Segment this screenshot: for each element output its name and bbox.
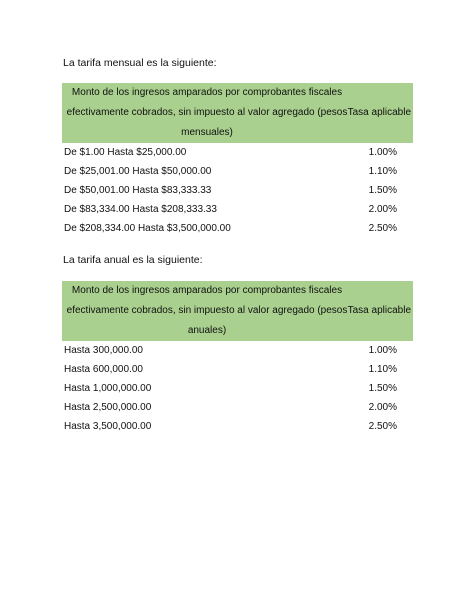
row-rate: 1.50% (368, 383, 397, 394)
row-rate: 1.50% (368, 185, 397, 196)
annual-header-rate-column: Tasa aplicable (347, 305, 411, 316)
row-rate: 2.50% (368, 223, 397, 234)
row-range: Hasta 300,000.00 (64, 345, 143, 356)
table-row (62, 360, 413, 379)
row-range: Hasta 3,500,000.00 (64, 421, 152, 432)
monthly-header-income-column (62, 83, 352, 143)
annual-table-header (62, 281, 413, 341)
row-range: Hasta 1,000,000.00 (64, 383, 152, 394)
annual-header-line: efectivamente cobrados, sin impuesto al valor agregado (pesos (66, 305, 348, 316)
monthly-header-line: efectivamente cobrados, sin impuesto al valor agregado (pesos (66, 107, 348, 118)
annual-rate-table (62, 281, 413, 436)
annual-header-income-column (62, 281, 352, 341)
table-row (62, 143, 413, 162)
row-rate: 1.10% (368, 364, 397, 375)
table-row (62, 200, 413, 219)
row-rate: 2.50% (368, 421, 397, 432)
row-range: De $1.00 Hasta $25,000.00 (64, 147, 187, 158)
row-rate: 1.10% (368, 166, 397, 177)
row-range: De $25,001.00 Hasta $50,000.00 (64, 166, 212, 177)
table-row (62, 379, 413, 398)
row-range: De $50,001.00 Hasta $83,333.33 (64, 185, 212, 196)
table-row (62, 181, 413, 200)
table-row (62, 398, 413, 417)
row-range: De $208,334.00 Hasta $3,500,000.00 (64, 223, 231, 234)
monthly-table-header (62, 83, 413, 143)
row-rate: 2.00% (368, 402, 397, 413)
annual-header-line: Monto de los ingresos amparados por comprobantes fiscales (71, 285, 343, 296)
monthly-header-rate-column: Tasa aplicable (347, 107, 411, 118)
monthly-header-line: Monto de los ingresos amparados por comprobantes fiscales (71, 87, 343, 98)
annual-header-line: anuales) (187, 325, 227, 336)
table-row (62, 219, 413, 238)
table-row (62, 162, 413, 181)
row-range: De $83,334.00 Hasta $208,333.33 (64, 204, 217, 215)
monthly-rate-table (62, 83, 413, 238)
monthly-intro: La tarifa mensual es la siguiente: (63, 57, 217, 69)
row-rate: 2.00% (368, 204, 397, 215)
row-rate: 1.00% (368, 345, 397, 356)
row-range: Hasta 600,000.00 (64, 364, 143, 375)
table-row (62, 417, 413, 436)
monthly-header-line: mensuales) (181, 127, 233, 138)
row-rate: 1.00% (368, 147, 397, 158)
table-row (62, 341, 413, 360)
row-range: Hasta 2,500,000.00 (64, 402, 152, 413)
annual-intro: La tarifa anual es la siguiente: (63, 254, 203, 266)
